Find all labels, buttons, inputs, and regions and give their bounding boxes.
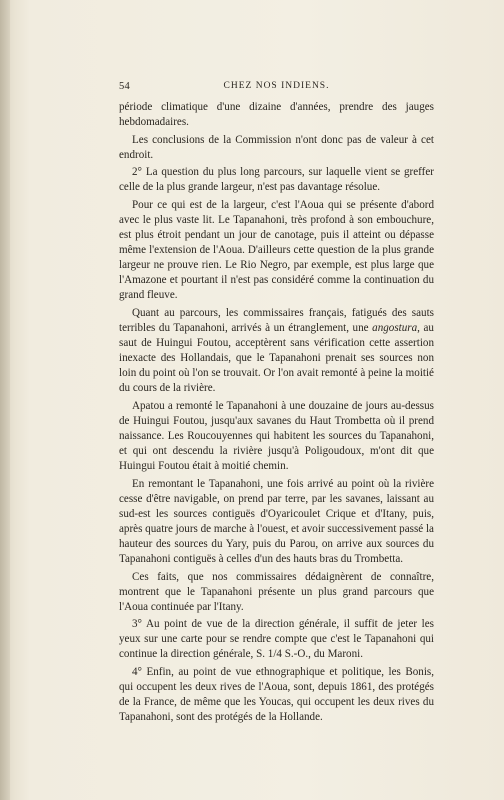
body-text — [119, 100, 434, 728]
paragraph: Les conclusions de la Commission n'ont donc pas de valeur à cet endroit. — [119, 133, 434, 161]
paragraph-continuation: période climatique d'une dizaine d'années, prendre des jauges hebdomadaires. — [119, 101, 434, 129]
paragraph: 4° Enfin, au point de vue ethnographique et politique, les Bonis, qui occupent les deux rives de l'Aoua, sont, depuis 1861, des protégés de la France, de même que les Youcas, qui occupent les deux rives du Tapanahoni, sont des protégés de la Hollande. — [119, 665, 434, 724]
paragraph: Pour ce qui est de la largeur, c'est l'Aoua qui se présente d'abord avec le plus vaste lit. Le Tapanahoni, très profond à son embouchure, est plus étroit pendant un jour de canotage, puis il atteint ou dépasse même l'extension de l'Aoua. D'ailleurs cette question de la plus grande largeur ne prouve rien. Le Rio Negro, par exemple, est plus large que l'Amazone et pourtant il n'est pas considéré comme la continuation du grand fleuve. — [119, 198, 434, 302]
paragraph-text-after: , au saut de Huingui Foutou, acceptèrent sans vérification cette assertion inexacte des Hollandais, que le Tapanahoni prenait ses sources non loin du point où l'on se trouvait. Or l'on avait remonté à peine la moitié du cours de la rivière. — [119, 321, 434, 395]
paragraph: 2° La question du plus long parcours, sur laquelle vient se greffer celle de la plus grande largeur, n'est pas davantage résolue. — [119, 166, 434, 194]
page-number: 54 — [119, 81, 131, 92]
running-title: CHEZ NOS INDIENS. — [223, 81, 330, 91]
paragraph-text-before: Quant au parcours, les commissaires français, fatigués des sauts terribles du Tapanahoni, arrivés à un étranglement, une — [119, 306, 434, 334]
page-gutter-shadow — [0, 0, 10, 800]
paragraph: Ces faits, que nos commissaires dédaignèrent de connaître, montrent que le Tapanahoni présente un plus grand parcours que l'Aoua continuée par l'Itany. — [119, 570, 434, 613]
paragraph: Apatou a remonté le Tapanahoni à une douzaine de jours au-dessus de Huingui Foutou, jusqu'aux savanes du Haut Trombetta où il prend naissance. Les Roucouyennes qui habitent les sources du Tapanahoni, et qui ont descendu la rivière jusqu'à Poligoudoux, m'ont dit que Huingui Foutou était à moitié chemin. — [119, 399, 434, 473]
paragraph — [119, 306, 434, 397]
page-header — [119, 81, 434, 97]
italic-term: angostura — [372, 321, 418, 334]
paragraph: En remontant le Tapanahoni, une fois arrivé au point où la rivière cesse d'être navigable, on prend par terre, par les savanes, laissant au sud-est les sources contiguës d'Oyaricoulet Crique et d'Itany, puis, après quatre jours de marche à l'ouest, et avoir successivement passé la hauteur des sources du Yary, puis du Parou, on arrive aux sources du Tapanahoni contiguës à celles d'un des hauts bras du Trombetta. — [119, 477, 434, 566]
paragraph: 3° Au point de vue de la direction générale, il suffit de jeter les yeux sur une carte pour se rendre compte que c'est le Tapanahoni qui continue la direction générale, S. 1/4 S.-O., du Maroni. — [119, 618, 434, 661]
